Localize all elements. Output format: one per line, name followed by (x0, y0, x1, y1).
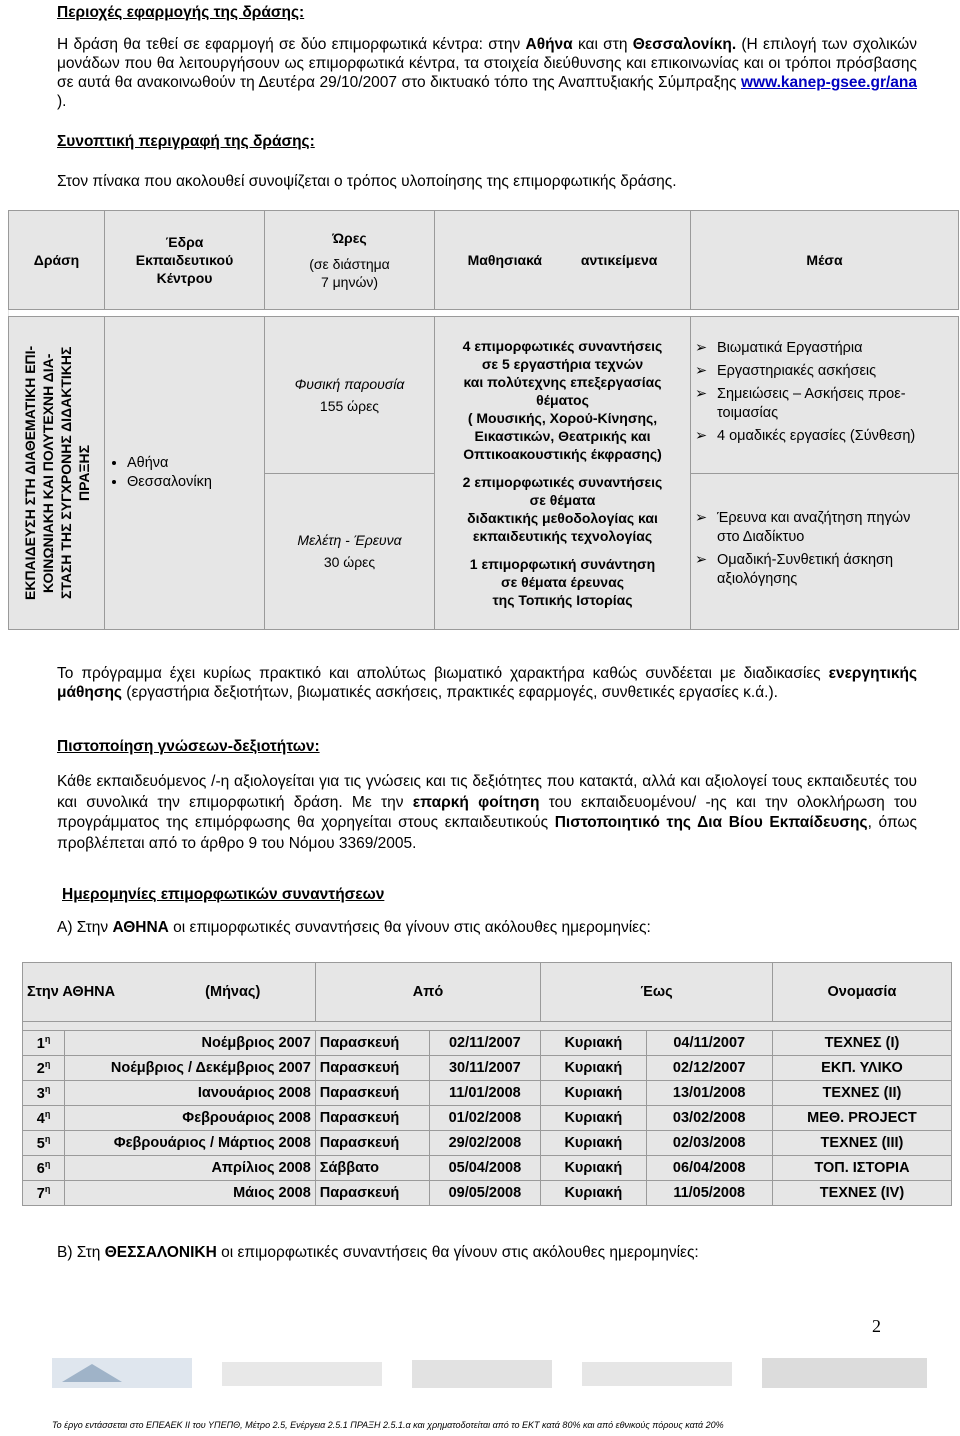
objective-item: 4 επιμορφωτικές συναντήσεις σε 5 εργαστήρια τεχνών και πολύτεχνης επεξεργασίας θέματος ( Μουσικής, Χορού-Κίνησης, Εικαστικών, Θεατρικής και Οπτικοακουστικής έκφρασης) (462, 338, 663, 462)
arrow-right-icon: ➢ (695, 386, 708, 403)
cell-from-date: 11/01/2008 (429, 1081, 541, 1106)
text-segment: του εκπαιδευομένου/ -ης και την ολοκλήρωση του προγράμματος της επιμόρφωσης θα χορηγείται στους εκπαιδευτικούς (57, 793, 918, 831)
header-hours-title: Ώρες (332, 230, 367, 246)
media-group-presence (695, 317, 954, 473)
text-segment: οι επιμορφωτικές συναντήσεις θα γίνουν στις ακόλουθες ημερομηνίες: (168, 919, 651, 936)
meeting-number (23, 1156, 65, 1181)
cell-to-date: 04/11/2007 (646, 1031, 772, 1056)
arrow-right-icon: ➢ (695, 363, 708, 380)
ordinal-suffix: η (44, 1059, 51, 1070)
text-segment: οι επιμορφωτικές συναντήσεις θα γίνουν στις ακόλουθες ημερομηνίες: (216, 1244, 699, 1261)
table-row (23, 1106, 952, 1131)
cell-to-day: Κυριακή (541, 1081, 646, 1106)
cell-month: Μάιος 2008 (65, 1181, 316, 1206)
ordinal-number: 4 (36, 1110, 45, 1127)
cell-name: ΤΕΧΝΕΣ (IV) (772, 1181, 951, 1206)
logo-block (222, 1362, 382, 1386)
header-action: Δράση (9, 211, 105, 310)
cell-to-day: Κυριακή (541, 1031, 646, 1056)
ordinal-suffix: η (44, 1109, 51, 1120)
media-text: Βιωματικά Εργαστήρια (717, 340, 863, 357)
ordinal-number: 5 (36, 1135, 45, 1152)
cell-from-day: Παρασκευή (315, 1181, 429, 1206)
arrow-right-icon: ➢ (695, 510, 708, 527)
text-segment: Το πρόγραμμα έχει κυρίως πρακτικό και απολύτως βιωματικό χαρακτήρα καθώς συνδέεται με διαδικασίες (57, 665, 829, 682)
ordinal-number: 6 (36, 1160, 45, 1177)
text-bold: ενεργητικής μάθησης (57, 665, 917, 701)
dates-body (23, 1031, 952, 1206)
cell-from-date: 01/02/2008 (429, 1106, 541, 1131)
cell-month: Φεβρουάριος / Μάρτιος 2008 (65, 1131, 316, 1156)
cell-from-date: 09/05/2008 (429, 1181, 541, 1206)
cell-month: Απρίλιος 2008 (65, 1156, 316, 1181)
cell-from-day: Παρασκευή (315, 1106, 429, 1131)
cell-from-date: 05/04/2008 (429, 1156, 541, 1181)
text-segment: Β) Στη (57, 1244, 105, 1261)
meeting-number (23, 1056, 65, 1081)
hours-research (265, 473, 434, 630)
media-group-research (691, 473, 958, 630)
logo-block (762, 1358, 927, 1388)
text-bold: επαρκή φοίτηση (412, 793, 540, 811)
objective-item: 2 επιμορφωτικές συναντήσεις σε θέματα διδακτικής μεθοδολογίας και εκπαιδευτικής τεχνολογίας (462, 474, 663, 544)
header-hours-sub: (σε διάστημα 7 μηνών) (309, 256, 390, 290)
action-vertical-text: ΕΚΠΑΙΔΕΥΣΗ ΣΤΗ ΔΙΑΘΕΜΑΤΙΚΗ ΕΠΙ- ΚΟΙΝΩΝΙΑΚΗ ΚΑΙ ΠΟΛΥΤΕΧΝΗ ΔΙΑ- ΣΤΑΣΗ ΤΗΣ ΣΥΓΧΡΟΝΗΣ ΔΙΔΑΚΤΙΚΗΣ ΠΡΑΞΗΣ (21, 345, 92, 601)
ordinal-suffix: η (44, 1034, 51, 1045)
cell-name: ΤΕΧΝΕΣ (ΙΙΙ) (772, 1131, 951, 1156)
cell-to-date: 13/01/2008 (646, 1081, 772, 1106)
text-bold: Πιστοποιητικό της Δια Βίου Εκπαίδευσης (554, 814, 868, 831)
hours-cell (265, 317, 435, 630)
dates-header-to: Έως (541, 963, 773, 1022)
program-table (8, 210, 959, 630)
hours-mode: Φυσική παρουσία (294, 375, 405, 392)
heading-dates: Ημερομηνίες επιμορφωτικών συναντήσεων (62, 886, 385, 903)
list-item (695, 362, 954, 381)
list-item (695, 509, 954, 547)
cell-name: ΜΕΘ. PROJECT (772, 1106, 951, 1131)
paragraph-program-character (57, 664, 917, 702)
list-item (695, 385, 954, 423)
city-thessaloniki: Θεσσαλονίκη. (632, 36, 737, 53)
cell-month: Ιανουάριος 2008 (65, 1081, 316, 1106)
paragraph-athens-dates (57, 918, 917, 937)
table-row (23, 1056, 952, 1081)
paragraph-certification (57, 772, 917, 854)
text-segment: Α) Στην (57, 919, 113, 936)
dates-header-from: Από (315, 963, 540, 1022)
text-segment: , όπως προβλέπεται από το άρθρο 9 του Νόμου 3369/2005. (57, 814, 917, 852)
paragraph-summary: Στον πίνακα που ακολουθεί συνοψίζεται ο τρόπος υλοποίησης της επιμορφωτικής δράσης. (57, 173, 677, 190)
hours-value: 30 ώρες (323, 554, 376, 571)
heading-certification: Πιστοποίηση γνώσεων-δεξιοτήτων: (57, 738, 320, 755)
ordinal-suffix: η (44, 1184, 51, 1195)
arrow-right-icon: ➢ (695, 552, 708, 569)
table-row (23, 1031, 952, 1056)
cell-month: Νοέμβριος / Δεκέμβριος 2007 (65, 1056, 316, 1081)
ordinal-suffix: η (44, 1084, 51, 1095)
cell-from-day: Παρασκευή (315, 1131, 429, 1156)
hours-mode: Μελέτη - Έρευνα (297, 532, 402, 549)
arrow-right-icon: ➢ (695, 340, 708, 357)
cell-to-date: 03/02/2008 (646, 1106, 772, 1131)
cell-to-date: 02/03/2008 (646, 1131, 772, 1156)
cities-list (109, 454, 260, 492)
text-segment: και στη (572, 36, 633, 53)
cell-from-date: 29/02/2008 (429, 1131, 541, 1156)
logo-block (412, 1360, 552, 1388)
cell-from-day: Παρασκευή (315, 1081, 429, 1106)
action-cell (9, 317, 105, 630)
media-text: Ομαδική-Συνθετική άσκηση αξιολόγησης (717, 552, 894, 588)
text-segment: (Η επιλογή των σχολικών μονάδων που θα λειτουργήσουν ως επιμορφωτικά κέντρα, τα στοιχεία διεύθυνσης και επικοινωνίας και οι τρόποι πρόσβασης σε αυτά θα ανακοινωθούν τη Δευτέρα 29/10/2007 στο δικτυακό τόπο της Αναπτυξιακής Σύμπραξης (57, 36, 917, 91)
logo-block (582, 1362, 732, 1386)
logo-block (52, 1358, 192, 1388)
meeting-number (23, 1106, 65, 1131)
program-header-row (9, 211, 959, 310)
program-body-row (9, 317, 959, 630)
cell-month: Νοέμβριος 2007 (65, 1031, 316, 1056)
media-text: 4 ομαδικές εργασίες (Σύνθεση) (717, 428, 916, 445)
ordinal-number: 3 (36, 1085, 45, 1102)
meeting-number (23, 1031, 65, 1056)
sponsor-logos-strip (52, 1352, 932, 1394)
center-cell (105, 317, 265, 630)
hours-presence (269, 317, 430, 473)
cell-to-date: 02/12/2007 (646, 1056, 772, 1081)
list-item (695, 551, 954, 589)
footer-funding-note: Το έργο εντάσσεται στο ΕΠΕΑΕΚ ΙΙ του ΥΠΕΠΘ, Μέτρο 2.5, Ενέργεια 2.5.1 ΠΡΑΞΗ 2.5.1.α και χρηματοδοτείται από το ΕΚΤ κατά 80% και από εθνικούς πόρους κατά 20% (52, 1420, 724, 1430)
cell-to-day: Κυριακή (541, 1056, 646, 1081)
cell-name: ΕΚΠ. ΥΛΙΚΟ (772, 1056, 951, 1081)
heading-summary: Συνοπτική περιγραφή της δράσης: (57, 133, 315, 150)
city-athens: Αθήνα (525, 36, 573, 53)
cell-from-day: Σάββατο (315, 1156, 429, 1181)
cell-from-date: 30/11/2007 (429, 1056, 541, 1081)
paragraph-application-areas (57, 35, 917, 111)
website-link[interactable]: www.kanep-gsee.gr/ana (740, 74, 917, 91)
text-bold: ΘΕΣΣΑΛΟΝΙΚΗ (104, 1244, 217, 1261)
ordinal-number: 7 (36, 1185, 45, 1202)
heading-application-areas: Περιοχές εφαρμογής της δράσης: (57, 4, 305, 21)
table-row (23, 1181, 952, 1206)
header-month: (Μήνας) (205, 984, 261, 1000)
table-row (23, 1131, 952, 1156)
objective-item: 1 επιμορφωτική συνάντηση σε θέματα έρευνας της Τοπικής Ιστορίας (469, 556, 656, 608)
cell-name: ΤΕΧΝΕΣ (ΙΙ) (772, 1081, 951, 1106)
header-media: Μέσα (691, 211, 959, 310)
media-cell (691, 317, 959, 630)
table-spacer (9, 310, 959, 317)
ordinal-number: 1 (36, 1035, 45, 1052)
hours-value: 155 ώρες (319, 397, 380, 414)
ordinal-suffix: η (44, 1159, 51, 1170)
text-segment: ). (57, 93, 67, 110)
header-hours (265, 211, 435, 310)
text-segment: Κάθε εκπαιδευόμενος /-η αξιολογείται για τις γνώσεις και τις δεξιότητες που κατακτά, αλλά και αξιολογεί τους εκπαιδευτές του και συνολικά την επιμορφωτική δράση. Με την (57, 773, 917, 811)
meeting-number (23, 1181, 65, 1206)
cell-month: Φεβρουάριος 2008 (65, 1106, 316, 1131)
header-center: Έδρα Εκπαιδευτικού Κέντρου (105, 211, 265, 310)
text-bold: ΑΘΗΝΑ (112, 919, 169, 936)
cell-name: ΤΟΠ. ΙΣΤΟΡΙΑ (772, 1156, 951, 1181)
table-row (23, 1081, 952, 1106)
header-objectives: Μαθησιακά αντικείμενα (435, 211, 691, 310)
cell-to-day: Κυριακή (541, 1131, 646, 1156)
cell-from-day: Παρασκευή (315, 1031, 429, 1056)
header-place: Στην ΑΘΗΝΑ (27, 984, 116, 1000)
meeting-number (23, 1131, 65, 1156)
cell-from-day: Παρασκευή (315, 1056, 429, 1081)
cell-to-day: Κυριακή (541, 1181, 646, 1206)
list-item: • Θεσσαλονίκη (127, 473, 260, 492)
media-text: Έρευνα και αναζήτηση πηγών στο Διαδίκτυο (717, 510, 911, 546)
cell-to-day: Κυριακή (541, 1106, 646, 1131)
list-item (695, 339, 954, 358)
cell-to-date: 06/04/2008 (646, 1156, 772, 1181)
cell-from-date: 02/11/2007 (429, 1031, 541, 1056)
cell-name: ΤΕΧΝΕΣ (Ι) (772, 1031, 951, 1056)
ordinal-suffix: η (44, 1134, 51, 1145)
dates-header-place (23, 963, 316, 1022)
table-spacer (23, 1022, 952, 1031)
cell-to-date: 11/05/2008 (646, 1181, 772, 1206)
ordinal-number: 2 (36, 1060, 45, 1077)
arrow-right-icon: ➢ (695, 428, 708, 445)
dates-header-name: Ονομασία (772, 963, 951, 1022)
meeting-number (23, 1081, 65, 1106)
objectives-cell (435, 317, 691, 630)
list-item (695, 427, 954, 446)
text-segment: Η δράση θα τεθεί σε εφαρμογή σε δύο επιμορφωτικά κέντρα: στην (57, 36, 526, 53)
media-text: Εργαστηριακές ασκήσεις (717, 363, 877, 380)
cell-to-day: Κυριακή (541, 1156, 646, 1181)
page-number: 2 (872, 1316, 881, 1336)
paragraph-thessaloniki-dates (57, 1243, 917, 1262)
table-row (23, 1156, 952, 1181)
dates-header-row (23, 963, 952, 1022)
list-item: • Αθήνα (127, 454, 260, 473)
athens-dates-table (22, 962, 952, 1206)
text-segment: (εργαστήρια δεξιοτήτων, βιωματικές ασκήσεις, πρακτικές εφαρμογές, συνθετικές εργασίες κ.ά.). (122, 684, 778, 701)
media-text: Σημειώσεις – Ασκήσεις προε- τοιμασίας (717, 386, 906, 422)
